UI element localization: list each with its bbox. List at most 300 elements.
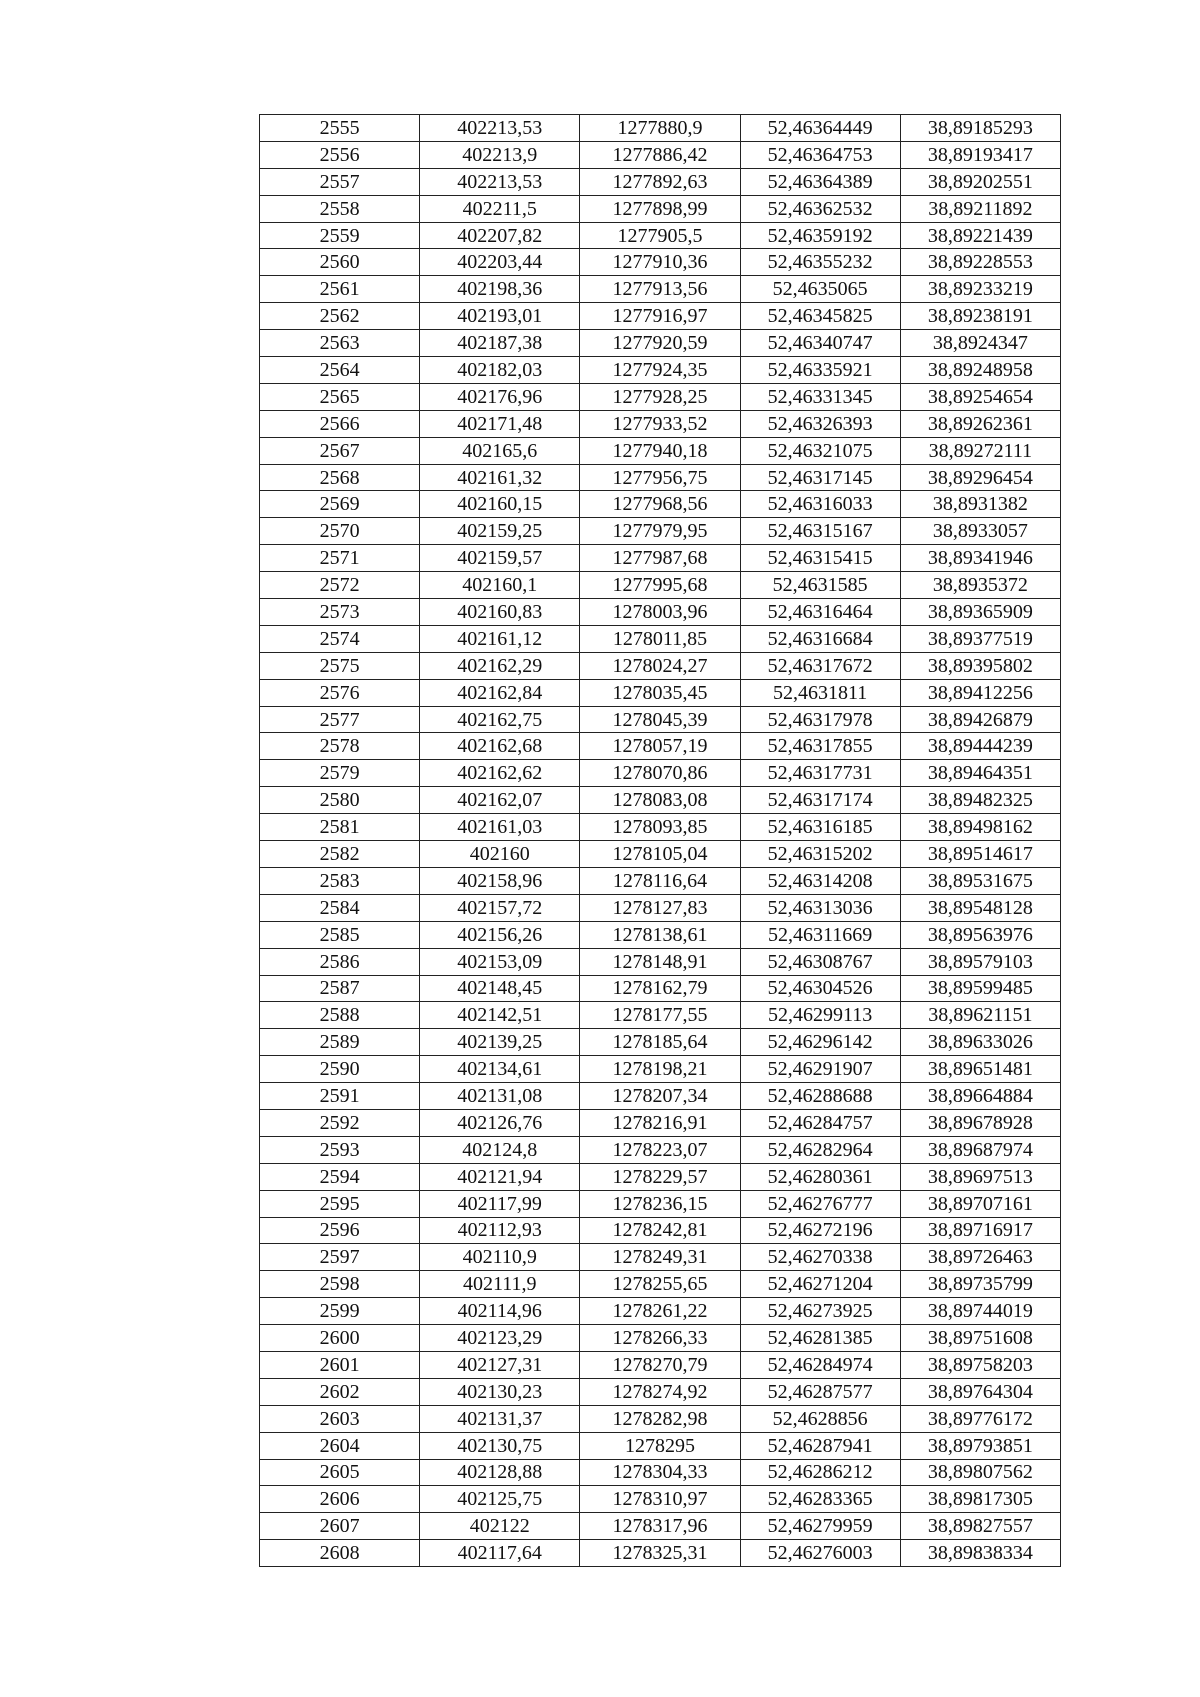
latitude-cell: 52,46291907 xyxy=(740,1056,900,1083)
x-coordinate-cell: 402148,45 xyxy=(420,975,580,1002)
longitude-cell: 38,89548128 xyxy=(900,894,1060,921)
latitude-cell: 52,46345825 xyxy=(740,303,900,330)
longitude-cell: 38,89764304 xyxy=(900,1378,1060,1405)
table-row xyxy=(260,1136,1061,1163)
y-coordinate-cell: 1278223,07 xyxy=(580,1136,740,1163)
y-coordinate-cell: 1277928,25 xyxy=(580,383,740,410)
table-row xyxy=(260,437,1061,464)
y-coordinate-cell: 1278242,81 xyxy=(580,1217,740,1244)
latitude-cell: 52,46284974 xyxy=(740,1351,900,1378)
y-coordinate-cell: 1278057,19 xyxy=(580,733,740,760)
table-row xyxy=(260,1244,1061,1271)
latitude-cell: 52,46364753 xyxy=(740,141,900,168)
y-coordinate-cell: 1277913,56 xyxy=(580,276,740,303)
latitude-cell: 52,46286212 xyxy=(740,1459,900,1486)
table-row xyxy=(260,894,1061,921)
x-coordinate-cell: 402134,61 xyxy=(420,1056,580,1083)
point-number-cell: 2562 xyxy=(260,303,420,330)
x-coordinate-cell: 402125,75 xyxy=(420,1486,580,1513)
longitude-cell: 38,89621151 xyxy=(900,1002,1060,1029)
longitude-cell: 38,89664884 xyxy=(900,1083,1060,1110)
longitude-cell: 38,89514617 xyxy=(900,841,1060,868)
x-coordinate-cell: 402121,94 xyxy=(420,1163,580,1190)
point-number-cell: 2576 xyxy=(260,679,420,706)
table-row xyxy=(260,921,1061,948)
table-row xyxy=(260,464,1061,491)
x-coordinate-cell: 402162,68 xyxy=(420,733,580,760)
point-number-cell: 2601 xyxy=(260,1351,420,1378)
y-coordinate-cell: 1278011,85 xyxy=(580,625,740,652)
point-number-cell: 2581 xyxy=(260,814,420,841)
table-row xyxy=(260,1109,1061,1136)
x-coordinate-cell: 402110,9 xyxy=(420,1244,580,1271)
longitude-cell: 38,89228553 xyxy=(900,249,1060,276)
table-row xyxy=(260,1056,1061,1083)
longitude-cell: 38,89262361 xyxy=(900,410,1060,437)
table-row xyxy=(260,625,1061,652)
point-number-cell: 2590 xyxy=(260,1056,420,1083)
x-coordinate-cell: 402156,26 xyxy=(420,921,580,948)
y-coordinate-cell: 1277898,99 xyxy=(580,195,740,222)
table-row xyxy=(260,1540,1061,1567)
x-coordinate-cell: 402203,44 xyxy=(420,249,580,276)
latitude-cell: 52,46317978 xyxy=(740,706,900,733)
point-number-cell: 2571 xyxy=(260,545,420,572)
table-row xyxy=(260,276,1061,303)
latitude-cell: 52,46359192 xyxy=(740,222,900,249)
x-coordinate-cell: 402124,8 xyxy=(420,1136,580,1163)
longitude-cell: 38,89296454 xyxy=(900,464,1060,491)
point-number-cell: 2568 xyxy=(260,464,420,491)
point-number-cell: 2573 xyxy=(260,599,420,626)
point-number-cell: 2598 xyxy=(260,1271,420,1298)
x-coordinate-cell: 402160,83 xyxy=(420,599,580,626)
point-number-cell: 2567 xyxy=(260,437,420,464)
latitude-cell: 52,4635065 xyxy=(740,276,900,303)
longitude-cell: 38,89531675 xyxy=(900,867,1060,894)
longitude-cell: 38,89817305 xyxy=(900,1486,1060,1513)
table-row xyxy=(260,115,1061,142)
x-coordinate-cell: 402162,29 xyxy=(420,652,580,679)
y-coordinate-cell: 1278105,04 xyxy=(580,841,740,868)
longitude-cell: 38,89687974 xyxy=(900,1136,1060,1163)
longitude-cell: 38,89248958 xyxy=(900,357,1060,384)
y-coordinate-cell: 1277886,42 xyxy=(580,141,740,168)
latitude-cell: 52,46321075 xyxy=(740,437,900,464)
x-coordinate-cell: 402123,29 xyxy=(420,1325,580,1352)
y-coordinate-cell: 1278138,61 xyxy=(580,921,740,948)
y-coordinate-cell: 1277987,68 xyxy=(580,545,740,572)
longitude-cell: 38,89464351 xyxy=(900,760,1060,787)
latitude-cell: 52,46317855 xyxy=(740,733,900,760)
table-row xyxy=(260,222,1061,249)
x-coordinate-cell: 402193,01 xyxy=(420,303,580,330)
longitude-cell: 38,89498162 xyxy=(900,814,1060,841)
y-coordinate-cell: 1278270,79 xyxy=(580,1351,740,1378)
y-coordinate-cell: 1278035,45 xyxy=(580,679,740,706)
x-coordinate-cell: 402117,64 xyxy=(420,1540,580,1567)
y-coordinate-cell: 1278093,85 xyxy=(580,814,740,841)
latitude-cell: 52,46273925 xyxy=(740,1298,900,1325)
table-row xyxy=(260,1405,1061,1432)
table-row xyxy=(260,1513,1061,1540)
y-coordinate-cell: 1277995,68 xyxy=(580,572,740,599)
longitude-cell: 38,89744019 xyxy=(900,1298,1060,1325)
longitude-cell: 38,89272111 xyxy=(900,437,1060,464)
x-coordinate-cell: 402213,9 xyxy=(420,141,580,168)
x-coordinate-cell: 402131,08 xyxy=(420,1083,580,1110)
x-coordinate-cell: 402114,96 xyxy=(420,1298,580,1325)
latitude-cell: 52,46314208 xyxy=(740,867,900,894)
y-coordinate-cell: 1278229,57 xyxy=(580,1163,740,1190)
table-row xyxy=(260,249,1061,276)
x-coordinate-cell: 402162,62 xyxy=(420,760,580,787)
x-coordinate-cell: 402207,82 xyxy=(420,222,580,249)
table-row xyxy=(260,303,1061,330)
point-number-cell: 2592 xyxy=(260,1109,420,1136)
y-coordinate-cell: 1278274,92 xyxy=(580,1378,740,1405)
x-coordinate-cell: 402126,76 xyxy=(420,1109,580,1136)
longitude-cell: 38,89726463 xyxy=(900,1244,1060,1271)
y-coordinate-cell: 1277892,63 xyxy=(580,168,740,195)
table-row xyxy=(260,410,1061,437)
point-number-cell: 2569 xyxy=(260,491,420,518)
point-number-cell: 2594 xyxy=(260,1163,420,1190)
table-row xyxy=(260,1029,1061,1056)
longitude-cell: 38,89697513 xyxy=(900,1163,1060,1190)
y-coordinate-cell: 1278325,31 xyxy=(580,1540,740,1567)
y-coordinate-cell: 1278198,21 xyxy=(580,1056,740,1083)
y-coordinate-cell: 1277916,97 xyxy=(580,303,740,330)
point-number-cell: 2565 xyxy=(260,383,420,410)
longitude-cell: 38,89233219 xyxy=(900,276,1060,303)
x-coordinate-cell: 402161,32 xyxy=(420,464,580,491)
y-coordinate-cell: 1278282,98 xyxy=(580,1405,740,1432)
x-coordinate-cell: 402161,03 xyxy=(420,814,580,841)
longitude-cell: 38,89793851 xyxy=(900,1432,1060,1459)
latitude-cell: 52,46279959 xyxy=(740,1513,900,1540)
x-coordinate-cell: 402187,38 xyxy=(420,330,580,357)
y-coordinate-cell: 1278070,86 xyxy=(580,760,740,787)
latitude-cell: 52,46340747 xyxy=(740,330,900,357)
x-coordinate-cell: 402130,75 xyxy=(420,1432,580,1459)
point-number-cell: 2604 xyxy=(260,1432,420,1459)
latitude-cell: 52,46276003 xyxy=(740,1540,900,1567)
table-row xyxy=(260,733,1061,760)
y-coordinate-cell: 1277933,52 xyxy=(580,410,740,437)
y-coordinate-cell: 1278185,64 xyxy=(580,1029,740,1056)
x-coordinate-cell: 402153,09 xyxy=(420,948,580,975)
point-number-cell: 2575 xyxy=(260,652,420,679)
point-number-cell: 2561 xyxy=(260,276,420,303)
latitude-cell: 52,46335921 xyxy=(740,357,900,384)
coordinates-table-body xyxy=(260,115,1061,1567)
y-coordinate-cell: 1278207,34 xyxy=(580,1083,740,1110)
y-coordinate-cell: 1278083,08 xyxy=(580,787,740,814)
longitude-cell: 38,89185293 xyxy=(900,115,1060,142)
longitude-cell: 38,89838334 xyxy=(900,1540,1060,1567)
latitude-cell: 52,46317145 xyxy=(740,464,900,491)
x-coordinate-cell: 402139,25 xyxy=(420,1029,580,1056)
latitude-cell: 52,46287577 xyxy=(740,1378,900,1405)
longitude-cell: 38,89238191 xyxy=(900,303,1060,330)
longitude-cell: 38,89395802 xyxy=(900,652,1060,679)
latitude-cell: 52,46316185 xyxy=(740,814,900,841)
latitude-cell: 52,4628856 xyxy=(740,1405,900,1432)
x-coordinate-cell: 402128,88 xyxy=(420,1459,580,1486)
table-row xyxy=(260,1190,1061,1217)
longitude-cell: 38,89776172 xyxy=(900,1405,1060,1432)
longitude-cell: 38,89202551 xyxy=(900,168,1060,195)
y-coordinate-cell: 1277905,5 xyxy=(580,222,740,249)
y-coordinate-cell: 1277920,59 xyxy=(580,330,740,357)
point-number-cell: 2564 xyxy=(260,357,420,384)
table-row xyxy=(260,545,1061,572)
y-coordinate-cell: 1278236,15 xyxy=(580,1190,740,1217)
table-row xyxy=(260,1486,1061,1513)
y-coordinate-cell: 1277940,18 xyxy=(580,437,740,464)
x-coordinate-cell: 402160 xyxy=(420,841,580,868)
longitude-cell: 38,89633026 xyxy=(900,1029,1060,1056)
table-row xyxy=(260,330,1061,357)
longitude-cell: 38,89211892 xyxy=(900,195,1060,222)
point-number-cell: 2599 xyxy=(260,1298,420,1325)
point-number-cell: 2591 xyxy=(260,1083,420,1110)
x-coordinate-cell: 402130,23 xyxy=(420,1378,580,1405)
latitude-cell: 52,46311669 xyxy=(740,921,900,948)
longitude-cell: 38,8933057 xyxy=(900,518,1060,545)
table-row xyxy=(260,599,1061,626)
latitude-cell: 52,46317731 xyxy=(740,760,900,787)
longitude-cell: 38,89651481 xyxy=(900,1056,1060,1083)
longitude-cell: 38,89751608 xyxy=(900,1325,1060,1352)
y-coordinate-cell: 1277956,75 xyxy=(580,464,740,491)
y-coordinate-cell: 1278162,79 xyxy=(580,975,740,1002)
point-number-cell: 2602 xyxy=(260,1378,420,1405)
x-coordinate-cell: 402111,9 xyxy=(420,1271,580,1298)
longitude-cell: 38,89579103 xyxy=(900,948,1060,975)
point-number-cell: 2556 xyxy=(260,141,420,168)
point-number-cell: 2580 xyxy=(260,787,420,814)
x-coordinate-cell: 402127,31 xyxy=(420,1351,580,1378)
table-row xyxy=(260,652,1061,679)
table-row xyxy=(260,1459,1061,1486)
longitude-cell: 38,89482325 xyxy=(900,787,1060,814)
point-number-cell: 2597 xyxy=(260,1244,420,1271)
longitude-cell: 38,89707161 xyxy=(900,1190,1060,1217)
point-number-cell: 2555 xyxy=(260,115,420,142)
latitude-cell: 52,46276777 xyxy=(740,1190,900,1217)
x-coordinate-cell: 402198,36 xyxy=(420,276,580,303)
table-row xyxy=(260,814,1061,841)
y-coordinate-cell: 1278045,39 xyxy=(580,706,740,733)
latitude-cell: 52,46316464 xyxy=(740,599,900,626)
latitude-cell: 52,46355232 xyxy=(740,249,900,276)
point-number-cell: 2603 xyxy=(260,1405,420,1432)
table-row xyxy=(260,1083,1061,1110)
x-coordinate-cell: 402117,99 xyxy=(420,1190,580,1217)
point-number-cell: 2572 xyxy=(260,572,420,599)
table-row xyxy=(260,357,1061,384)
table-row xyxy=(260,1002,1061,1029)
point-number-cell: 2596 xyxy=(260,1217,420,1244)
y-coordinate-cell: 1278261,22 xyxy=(580,1298,740,1325)
y-coordinate-cell: 1277979,95 xyxy=(580,518,740,545)
longitude-cell: 38,8935372 xyxy=(900,572,1060,599)
latitude-cell: 52,46316033 xyxy=(740,491,900,518)
y-coordinate-cell: 1278255,65 xyxy=(580,1271,740,1298)
x-coordinate-cell: 402131,37 xyxy=(420,1405,580,1432)
latitude-cell: 52,46272196 xyxy=(740,1217,900,1244)
point-number-cell: 2557 xyxy=(260,168,420,195)
x-coordinate-cell: 402176,96 xyxy=(420,383,580,410)
point-number-cell: 2600 xyxy=(260,1325,420,1352)
latitude-cell: 52,46287941 xyxy=(740,1432,900,1459)
table-row xyxy=(260,491,1061,518)
y-coordinate-cell: 1278216,91 xyxy=(580,1109,740,1136)
longitude-cell: 38,89341946 xyxy=(900,545,1060,572)
table-row xyxy=(260,1432,1061,1459)
x-coordinate-cell: 402165,6 xyxy=(420,437,580,464)
x-coordinate-cell: 402158,96 xyxy=(420,867,580,894)
y-coordinate-cell: 1278116,64 xyxy=(580,867,740,894)
table-row xyxy=(260,383,1061,410)
longitude-cell: 38,8924347 xyxy=(900,330,1060,357)
latitude-cell: 52,46304526 xyxy=(740,975,900,1002)
table-row xyxy=(260,1271,1061,1298)
y-coordinate-cell: 1277880,9 xyxy=(580,115,740,142)
table-row xyxy=(260,706,1061,733)
y-coordinate-cell: 1278304,33 xyxy=(580,1459,740,1486)
x-coordinate-cell: 402142,51 xyxy=(420,1002,580,1029)
latitude-cell: 52,46364449 xyxy=(740,115,900,142)
longitude-cell: 38,89254654 xyxy=(900,383,1060,410)
x-coordinate-cell: 402162,84 xyxy=(420,679,580,706)
latitude-cell: 52,46283365 xyxy=(740,1486,900,1513)
x-coordinate-cell: 402211,5 xyxy=(420,195,580,222)
y-coordinate-cell: 1278310,97 xyxy=(580,1486,740,1513)
point-number-cell: 2584 xyxy=(260,894,420,921)
table-row xyxy=(260,760,1061,787)
table-row xyxy=(260,948,1061,975)
y-coordinate-cell: 1278003,96 xyxy=(580,599,740,626)
point-number-cell: 2589 xyxy=(260,1029,420,1056)
x-coordinate-cell: 402213,53 xyxy=(420,168,580,195)
y-coordinate-cell: 1278266,33 xyxy=(580,1325,740,1352)
longitude-cell: 38,89365909 xyxy=(900,599,1060,626)
longitude-cell: 38,89599485 xyxy=(900,975,1060,1002)
x-coordinate-cell: 402162,75 xyxy=(420,706,580,733)
y-coordinate-cell: 1278127,83 xyxy=(580,894,740,921)
point-number-cell: 2586 xyxy=(260,948,420,975)
point-number-cell: 2558 xyxy=(260,195,420,222)
latitude-cell: 52,46326393 xyxy=(740,410,900,437)
table-row xyxy=(260,572,1061,599)
table-row xyxy=(260,1163,1061,1190)
x-coordinate-cell: 402162,07 xyxy=(420,787,580,814)
y-coordinate-cell: 1278177,55 xyxy=(580,1002,740,1029)
longitude-cell: 38,89735799 xyxy=(900,1271,1060,1298)
coordinates-table xyxy=(259,114,1061,1567)
latitude-cell: 52,46271204 xyxy=(740,1271,900,1298)
x-coordinate-cell: 402159,57 xyxy=(420,545,580,572)
table-row xyxy=(260,867,1061,894)
latitude-cell: 52,46313036 xyxy=(740,894,900,921)
point-number-cell: 2566 xyxy=(260,410,420,437)
x-coordinate-cell: 402213,53 xyxy=(420,115,580,142)
longitude-cell: 38,89758203 xyxy=(900,1351,1060,1378)
point-number-cell: 2587 xyxy=(260,975,420,1002)
table-row xyxy=(260,787,1061,814)
x-coordinate-cell: 402160,1 xyxy=(420,572,580,599)
y-coordinate-cell: 1278249,31 xyxy=(580,1244,740,1271)
longitude-cell: 38,89221439 xyxy=(900,222,1060,249)
y-coordinate-cell: 1278148,91 xyxy=(580,948,740,975)
point-number-cell: 2579 xyxy=(260,760,420,787)
table-row xyxy=(260,975,1061,1002)
point-number-cell: 2578 xyxy=(260,733,420,760)
table-row xyxy=(260,518,1061,545)
latitude-cell: 52,46308767 xyxy=(740,948,900,975)
latitude-cell: 52,46270338 xyxy=(740,1244,900,1271)
x-coordinate-cell: 402112,93 xyxy=(420,1217,580,1244)
y-coordinate-cell: 1277968,56 xyxy=(580,491,740,518)
point-number-cell: 2606 xyxy=(260,1486,420,1513)
longitude-cell: 38,8931382 xyxy=(900,491,1060,518)
x-coordinate-cell: 402182,03 xyxy=(420,357,580,384)
latitude-cell: 52,46317174 xyxy=(740,787,900,814)
latitude-cell: 52,46282964 xyxy=(740,1136,900,1163)
table-row xyxy=(260,168,1061,195)
latitude-cell: 52,46315415 xyxy=(740,545,900,572)
table-row xyxy=(260,195,1061,222)
point-number-cell: 2607 xyxy=(260,1513,420,1540)
longitude-cell: 38,89827557 xyxy=(900,1513,1060,1540)
latitude-cell: 52,46364389 xyxy=(740,168,900,195)
table-row xyxy=(260,141,1061,168)
table-row xyxy=(260,841,1061,868)
table-row xyxy=(260,1351,1061,1378)
point-number-cell: 2574 xyxy=(260,625,420,652)
y-coordinate-cell: 1278024,27 xyxy=(580,652,740,679)
longitude-cell: 38,89193417 xyxy=(900,141,1060,168)
table-row xyxy=(260,1217,1061,1244)
latitude-cell: 52,46317672 xyxy=(740,652,900,679)
latitude-cell: 52,4631811 xyxy=(740,679,900,706)
longitude-cell: 38,89377519 xyxy=(900,625,1060,652)
latitude-cell: 52,46362532 xyxy=(740,195,900,222)
latitude-cell: 52,46299113 xyxy=(740,1002,900,1029)
x-coordinate-cell: 402160,15 xyxy=(420,491,580,518)
longitude-cell: 38,89716917 xyxy=(900,1217,1060,1244)
point-number-cell: 2605 xyxy=(260,1459,420,1486)
x-coordinate-cell: 402157,72 xyxy=(420,894,580,921)
latitude-cell: 52,46315202 xyxy=(740,841,900,868)
y-coordinate-cell: 1277910,36 xyxy=(580,249,740,276)
longitude-cell: 38,89444239 xyxy=(900,733,1060,760)
point-number-cell: 2560 xyxy=(260,249,420,276)
latitude-cell: 52,46296142 xyxy=(740,1029,900,1056)
point-number-cell: 2559 xyxy=(260,222,420,249)
table-row xyxy=(260,1298,1061,1325)
latitude-cell: 52,46281385 xyxy=(740,1325,900,1352)
table-row xyxy=(260,679,1061,706)
point-number-cell: 2583 xyxy=(260,867,420,894)
point-number-cell: 2577 xyxy=(260,706,420,733)
point-number-cell: 2588 xyxy=(260,1002,420,1029)
x-coordinate-cell: 402159,25 xyxy=(420,518,580,545)
x-coordinate-cell: 402171,48 xyxy=(420,410,580,437)
